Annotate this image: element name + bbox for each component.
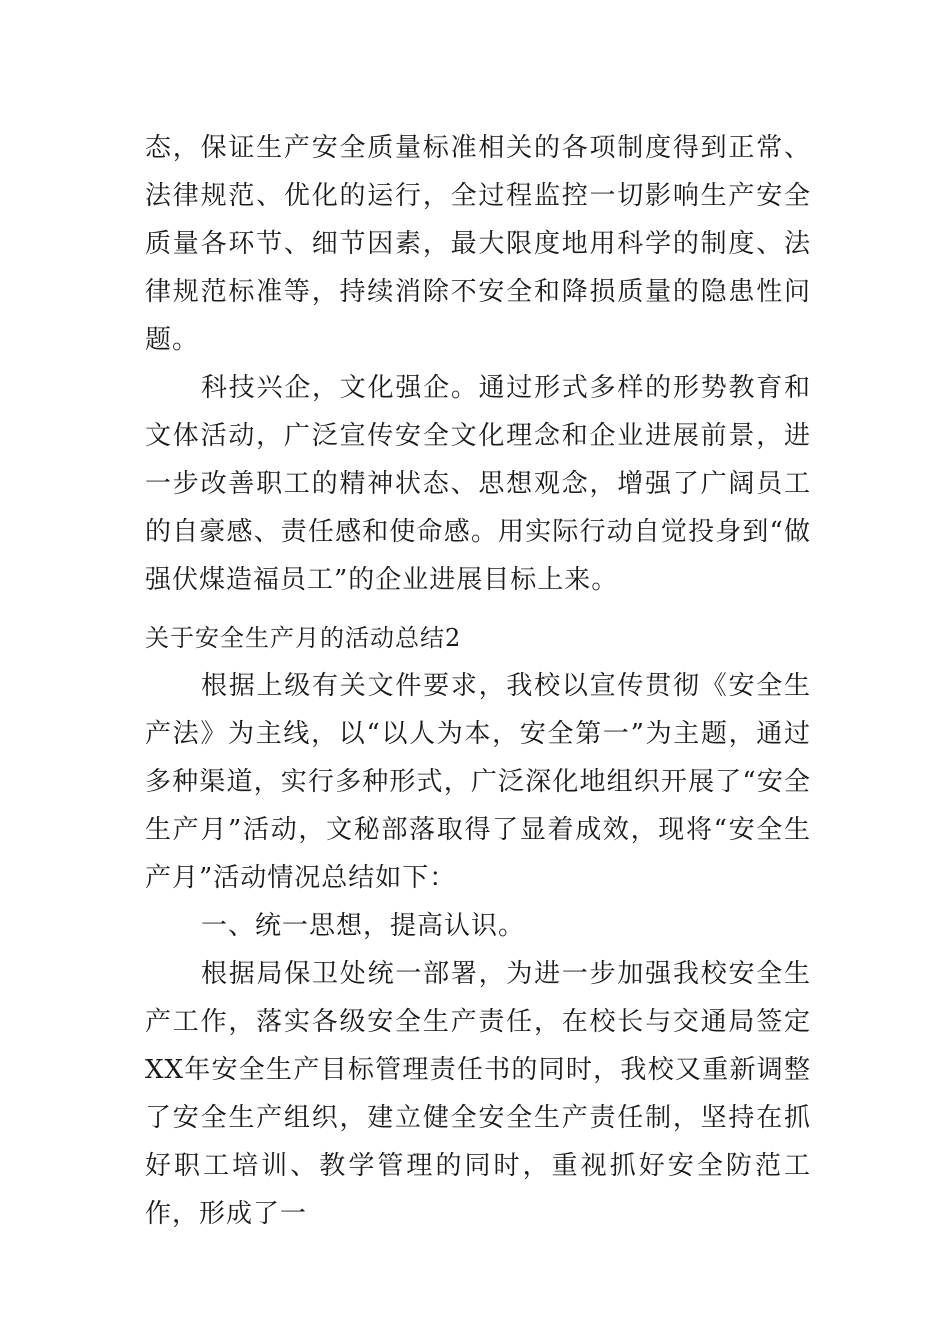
paragraph-intro: 根据上级有关文件要求，我校以宣传贯彻《安全生产法》为主线，以“以人为本，安全第一”为主题，通过多种渠道，实行多种形式，广泛深化地组织开展了“安全生产月”活动，文秘部落取得了显着成效，现将“安全生产月”活动情况总结如下： — [145, 671, 811, 893]
section-title: 关于安全生产月的活动总结2 — [145, 624, 462, 652]
paragraph-tech-culture: 科技兴企，文化强企。通过形式多样的形势教育和文体活动，广泛宣传安全文化理念和企业进展前景，进一步改善职工的精神状态、思想观念，增强了广阔员工的自豪感、责任感和使命感。用实际行动自觉投身到“做强伏煤造福员工”的企业进展目标上来。 — [145, 373, 811, 595]
paragraph-subheading: 一、统一思想，提高认识。 — [201, 911, 526, 941]
paragraph-deployment: 根据局保卫处统一部署，为进一步加强我校安全生产工作，落实各级安全生产责任，在校长与交通局签定XX年安全生产目标管理责任书的同时，我校又重新调整了安全生产组织，建立健全安全生产责任制，坚持在抓好职工培训、教学管理的同时，重视抓好安全防范工作，形成了一 — [145, 959, 811, 1229]
document-body-part2 — [145, 614, 811, 1238]
paragraph-continued: 态，保证生产安全质量标准相关的各项制度得到正常、法律规范、优化的运行，全过程监控一切影响生产安全质量各环节、细节因素，最大限度地用科学的制度、法律规范标准等，持续消除不安全和降损质量的隐患性问题。 — [145, 133, 811, 355]
document-body-part1 — [145, 124, 811, 604]
